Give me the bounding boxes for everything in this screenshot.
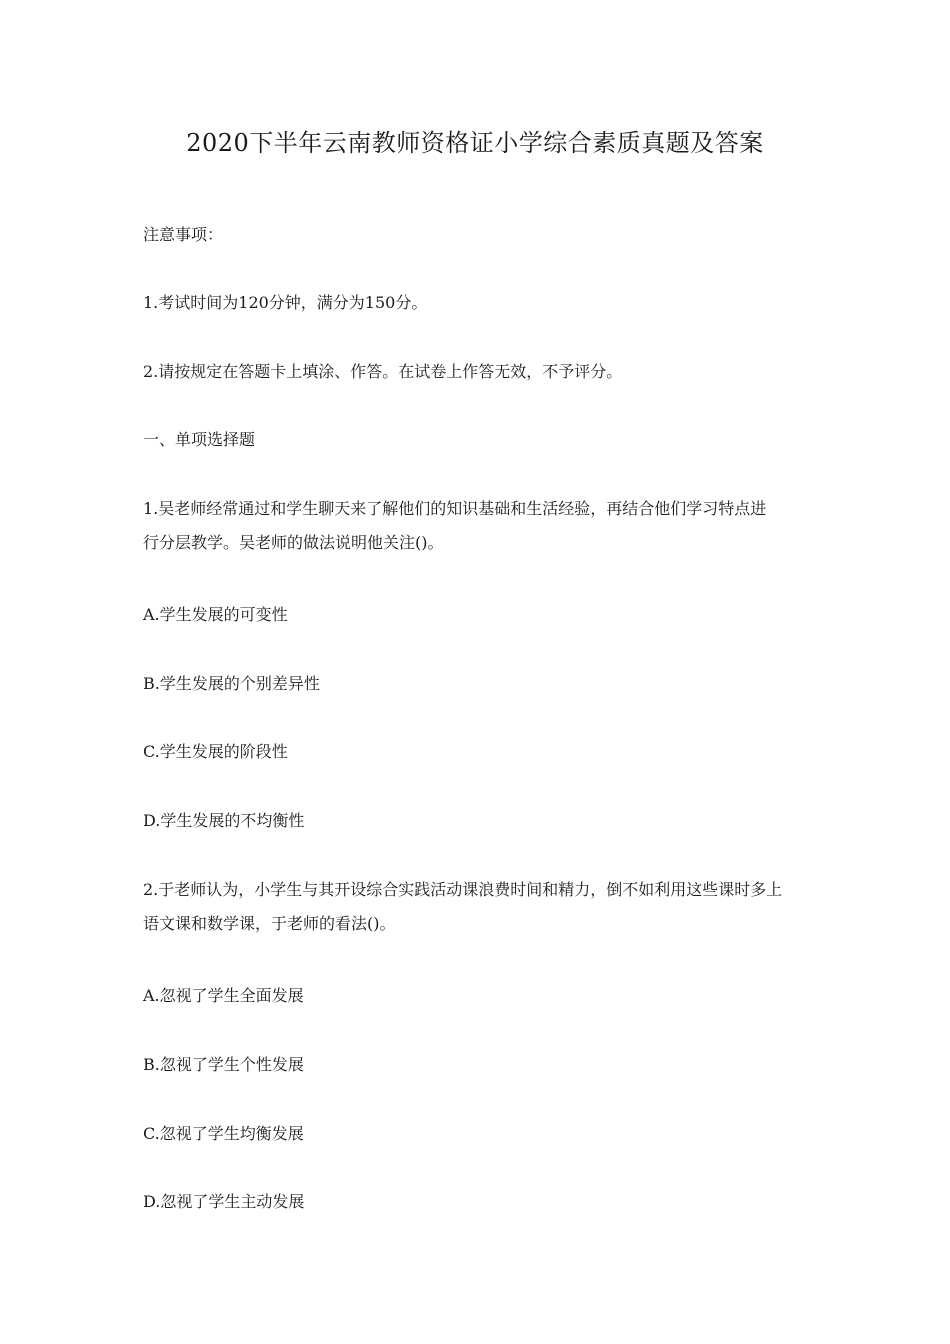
question-1-option-b: B.学生发展的个别差异性: [143, 674, 320, 693]
question-2-option-d: D.忽视了学生主动发展: [143, 1192, 305, 1211]
question-1: [143, 492, 823, 560]
question-2: [143, 873, 823, 941]
notice-item-1: 1.考试时间为120分钟，满分为150分。: [143, 293, 428, 312]
question-1-stem-line-1: 1.吴老师经常通过和学生聊天来了解他们的知识基础和生活经验，再结合他们学习特点进: [143, 499, 767, 518]
question-1-option-d: D.学生发展的不均衡性: [143, 811, 305, 830]
question-2-stem-line-1: 2.于老师认为，小学生与其开设综合实践活动课浪费时间和精力，倒不如利用这些课时多上: [143, 880, 783, 899]
notice-heading: 注意事项：: [143, 225, 224, 244]
question-2-option-b: B.忽视了学生个性发展: [143, 1055, 304, 1074]
section-heading: 一、单项选择题: [143, 430, 256, 449]
question-2-stem-line-2: 语文课和数学课，于老师的看法()。: [143, 914, 396, 933]
question-2-option-a: A.忽视了学生全面发展: [143, 986, 304, 1005]
question-1-option-a: A.学生发展的可变性: [143, 605, 288, 624]
question-1-stem-line-2: 行分层教学。吴老师的做法说明他关注()。: [143, 533, 444, 552]
question-1-option-c: C.学生发展的阶段性: [143, 742, 288, 761]
document-title: 2020下半年云南教师资格证小学综合素质真题及答案: [186, 129, 764, 157]
notice-item-2: 2.请按规定在答题卡上填涂、作答。在试卷上作答无效，不予评分。: [143, 362, 623, 381]
question-2-option-c: C.忽视了学生均衡发展: [143, 1124, 304, 1143]
